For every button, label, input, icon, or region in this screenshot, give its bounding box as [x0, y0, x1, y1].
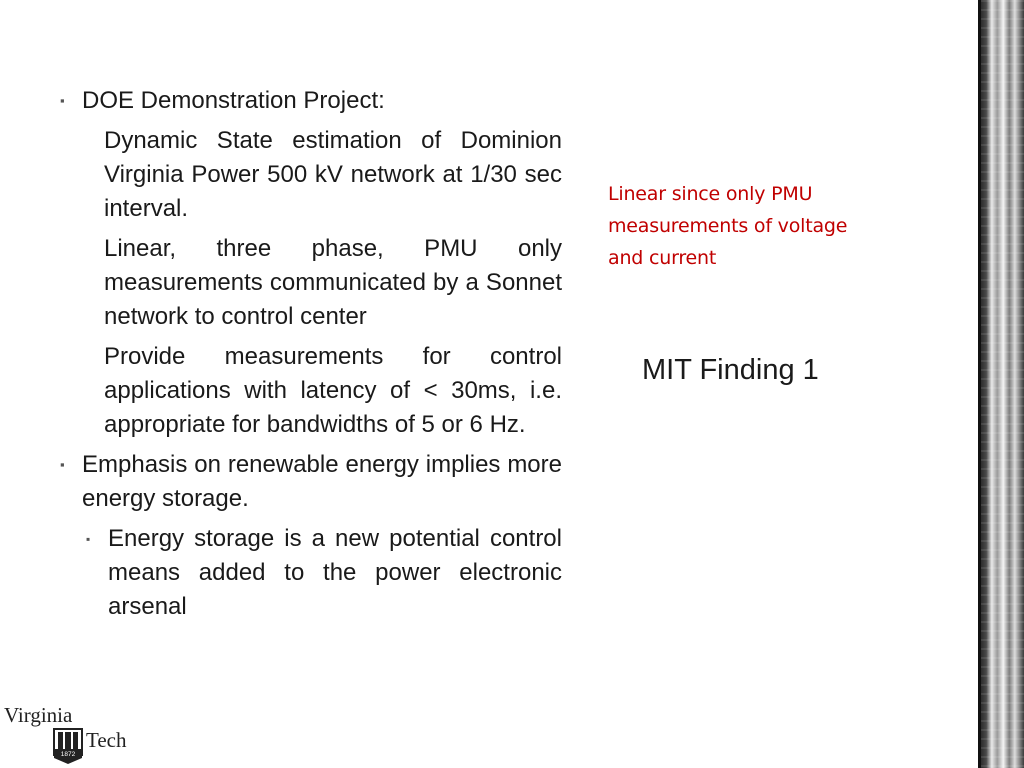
square-bullet-icon: ▪	[60, 93, 65, 108]
bullet-text: Emphasis on renewable energy implies more energy storage.	[82, 451, 562, 512]
bullet-item	[60, 448, 562, 516]
logo-shield-icon	[54, 729, 82, 764]
bullet-paragraph: Provide measurements for control applications with latency of < 30ms, i.e. appropriate for bandwidths of 5 or 6 Hz.	[104, 343, 562, 438]
bullet-item	[60, 84, 562, 118]
bullet-text: DOE Demonstration Project:	[82, 87, 385, 114]
bullet-paragraph: Dynamic State estimation of Dominion Virginia Power 500 kV network at 1/30 sec interval.	[104, 127, 562, 222]
sub-bullet-item	[86, 522, 562, 624]
sub-bullet-text: Energy storage is a new potential control means added to the power electronic arsenal	[108, 525, 562, 620]
logo-word-virginia: Virginia	[4, 703, 73, 727]
square-bullet-icon: ▪	[86, 532, 91, 546]
logo-word-tech: Tech	[86, 728, 127, 752]
side-strip-edge	[978, 0, 981, 768]
finding-label: MIT Finding 1	[642, 354, 819, 386]
virginia-tech-logo	[4, 702, 144, 764]
slide-body	[60, 84, 562, 624]
logo-year: 1872	[60, 751, 76, 758]
red-annotation: Linear since only PMU measurements of voltage and current	[608, 183, 848, 269]
decorative-side-strip	[978, 0, 1024, 768]
bullet-paragraph: Linear, three phase, PMU only measurements communicated by a Sonnet network to control center	[104, 235, 562, 330]
square-bullet-icon: ▪	[60, 457, 65, 472]
